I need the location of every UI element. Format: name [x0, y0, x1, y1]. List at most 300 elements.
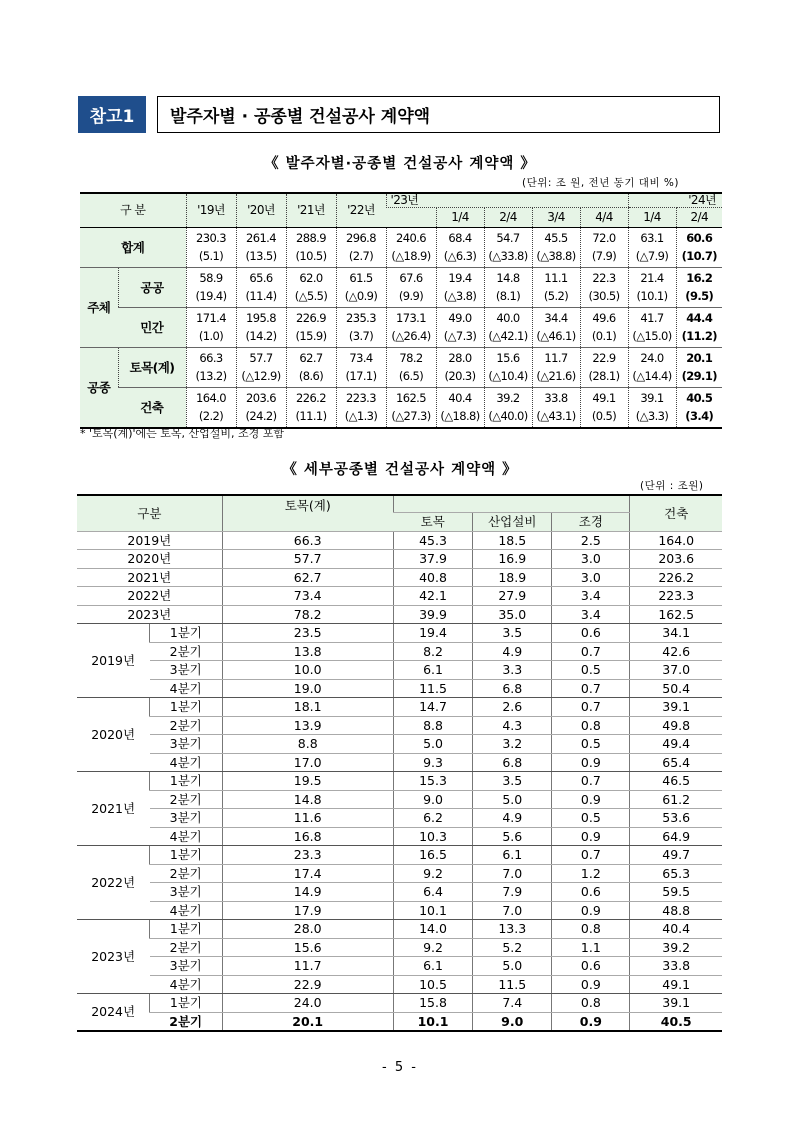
year-label: 2019년 — [77, 531, 222, 550]
value-cell: 7.0 — [473, 901, 552, 920]
value-cell — [676, 388, 722, 428]
header-cell: 3/4 — [532, 208, 580, 228]
value-cell — [676, 228, 722, 268]
change-percent: (11.4) — [245, 289, 277, 303]
value-cell — [628, 308, 676, 348]
quarter-label: 3분기 — [150, 735, 222, 754]
value-cell: 6.8 — [473, 753, 552, 772]
value-cell: 49.7 — [630, 846, 722, 865]
amount-value: 11.1 — [544, 271, 568, 285]
table2-quarter-row — [77, 1012, 722, 1031]
change-percent: (13.5) — [245, 249, 277, 263]
value-cell: 14.7 — [393, 698, 472, 717]
section-title: 발주자별 · 공종별 건설공사 계약액 — [157, 96, 720, 133]
value-cell: 3.4 — [552, 587, 630, 606]
amount-value: 68.4 — [448, 231, 472, 245]
row-label: 민간 — [118, 308, 186, 348]
amount-value: 73.4 — [349, 351, 373, 365]
value-cell: 3.3 — [473, 661, 552, 680]
value-cell — [186, 228, 236, 268]
header-cell: '23년 — [386, 193, 628, 208]
amount-value: 24.0 — [640, 351, 664, 365]
value-cell: 5.0 — [473, 957, 552, 976]
table2-quarter-row — [77, 772, 722, 791]
value-cell: 45.3 — [393, 531, 472, 550]
value-cell: 19.5 — [222, 772, 393, 791]
amount-value: 15.6 — [496, 351, 520, 365]
value-cell — [236, 228, 286, 268]
change-percent: (△26.4) — [391, 329, 431, 343]
table1-data-row — [80, 228, 722, 268]
quarter-label: 1분기 — [150, 624, 222, 643]
amount-value: 19.4 — [448, 271, 472, 285]
header-cell: 토목 — [393, 512, 472, 531]
amount-value: 49.1 — [592, 390, 616, 405]
value-cell: 2.5 — [552, 531, 630, 550]
quarter-label: 2분기 — [150, 938, 222, 957]
value-cell — [676, 268, 722, 308]
value-cell: 8.8 — [222, 735, 393, 754]
quarter-label: 1분기 — [150, 846, 222, 865]
year-label: 2023년 — [77, 920, 150, 994]
value-cell — [336, 228, 386, 268]
amount-value: 164.0 — [196, 390, 226, 405]
table2-quarter-row — [77, 827, 722, 846]
change-percent: (10.7) — [681, 249, 717, 263]
amount-value: 60.6 — [686, 231, 713, 245]
amount-value: 230.3 — [196, 231, 226, 245]
quarter-label: 1분기 — [150, 920, 222, 939]
value-cell: 20.1 — [222, 1012, 393, 1031]
amount-value: 54.7 — [496, 231, 520, 245]
value-cell: 0.9 — [552, 790, 630, 809]
value-cell: 48.8 — [630, 901, 722, 920]
change-percent: (△21.6) — [536, 369, 576, 383]
amount-value: 223.3 — [346, 390, 376, 405]
value-cell: 16.5 — [393, 846, 472, 865]
change-percent: (30.5) — [588, 289, 620, 303]
amount-value: 66.3 — [199, 351, 223, 365]
value-cell — [386, 228, 436, 268]
value-cell: 23.5 — [222, 624, 393, 643]
table1-data-row — [80, 388, 722, 428]
value-cell: 40.4 — [630, 920, 722, 939]
amount-value: 49.0 — [448, 311, 472, 325]
year-label: 2023년 — [77, 605, 222, 624]
quarter-label: 2분기 — [150, 1012, 222, 1031]
value-cell: 0.8 — [552, 716, 630, 735]
value-cell: 0.7 — [552, 846, 630, 865]
value-cell: 37.0 — [630, 661, 722, 680]
table2-quarter-row — [77, 809, 722, 828]
header-cell: 2/4 — [484, 208, 532, 228]
value-cell: 2.6 — [473, 698, 552, 717]
amount-value: 40.5 — [686, 390, 713, 405]
value-cell — [286, 308, 336, 348]
value-cell — [532, 268, 580, 308]
header-cell: 조경 — [552, 512, 630, 531]
value-cell: 22.9 — [222, 975, 393, 994]
value-cell: 6.1 — [473, 846, 552, 865]
table2-quarter-row — [77, 975, 722, 994]
quarter-label: 4분기 — [150, 753, 222, 772]
quarter-label: 4분기 — [150, 975, 222, 994]
value-cell: 66.3 — [222, 531, 393, 550]
value-cell: 1.2 — [552, 864, 630, 883]
value-cell — [676, 348, 722, 388]
quarter-label: 3분기 — [150, 809, 222, 828]
amount-value: 28.0 — [448, 351, 472, 365]
table2-quarter-row — [77, 624, 722, 643]
change-percent: (△7.9) — [635, 249, 669, 263]
value-cell — [186, 388, 236, 428]
header-cell: 4/4 — [580, 208, 628, 228]
change-percent: (2.2) — [198, 408, 224, 423]
header-cell — [393, 495, 630, 512]
value-cell — [236, 388, 286, 428]
change-percent: (△1.3) — [344, 408, 378, 423]
value-cell: 1.1 — [552, 938, 630, 957]
value-cell: 5.0 — [393, 735, 472, 754]
quarter-label: 2분기 — [150, 716, 222, 735]
amount-value: 65.6 — [249, 271, 273, 285]
row-label: 건축 — [118, 388, 186, 428]
value-cell: 9.2 — [393, 864, 472, 883]
value-cell: 3.0 — [552, 550, 630, 569]
change-percent: (29.1) — [681, 369, 717, 383]
value-cell: 57.7 — [222, 550, 393, 569]
value-cell: 15.8 — [393, 994, 472, 1013]
value-cell: 0.9 — [552, 753, 630, 772]
reference-tag: 참고1 — [78, 96, 146, 133]
change-percent: (5.2) — [543, 289, 569, 303]
change-percent: (11.2) — [681, 329, 717, 343]
value-cell: 226.2 — [630, 568, 722, 587]
amount-value: 235.3 — [346, 311, 376, 325]
amount-value: 62.7 — [299, 351, 323, 365]
change-percent: (7.9) — [591, 249, 617, 263]
change-percent: (2.7) — [348, 249, 374, 263]
value-cell: 6.1 — [393, 957, 472, 976]
value-cell: 6.8 — [473, 679, 552, 698]
value-cell: 15.3 — [393, 772, 472, 791]
change-percent: (△18.9) — [391, 249, 431, 263]
value-cell — [336, 388, 386, 428]
value-cell: 53.6 — [630, 809, 722, 828]
value-cell: 9.0 — [473, 1012, 552, 1031]
table2-annual-row — [77, 531, 722, 550]
value-cell — [580, 308, 628, 348]
value-cell: 0.9 — [552, 975, 630, 994]
value-cell: 10.1 — [393, 1012, 472, 1031]
value-cell: 162.5 — [630, 605, 722, 624]
value-cell: 73.4 — [222, 587, 393, 606]
amount-value: 240.6 — [396, 231, 426, 245]
change-percent: (20.3) — [444, 369, 476, 383]
value-cell — [484, 308, 532, 348]
value-cell: 11.7 — [222, 957, 393, 976]
value-cell: 4.9 — [473, 809, 552, 828]
change-percent: (11.1) — [295, 408, 327, 423]
header-cell: 산업설비 — [473, 512, 552, 531]
table2-quarter-row — [77, 901, 722, 920]
amount-value: 34.4 — [544, 311, 568, 325]
value-cell: 0.8 — [552, 920, 630, 939]
value-cell: 203.6 — [630, 550, 722, 569]
value-cell: 18.5 — [473, 531, 552, 550]
year-label: 2021년 — [77, 772, 150, 846]
table2-title: 《 세부공종별 건설공사 계약액 》 — [282, 462, 518, 478]
value-cell: 49.8 — [630, 716, 722, 735]
row-label: 공공 — [118, 268, 186, 308]
table1-unit: (단위: 조 원, 전년 동기 대비 %) — [522, 177, 680, 189]
quarter-label: 4분기 — [150, 827, 222, 846]
change-percent: (△6.3) — [443, 249, 477, 263]
value-cell: 49.4 — [630, 735, 722, 754]
value-cell: 8.2 — [393, 642, 472, 661]
amount-value: 11.7 — [544, 351, 568, 365]
amount-value: 20.1 — [686, 351, 713, 365]
value-cell — [186, 348, 236, 388]
amount-value: 173.1 — [396, 311, 426, 325]
value-cell: 17.4 — [222, 864, 393, 883]
value-cell: 15.6 — [222, 938, 393, 957]
value-cell: 11.6 — [222, 809, 393, 828]
value-cell — [436, 268, 484, 308]
table2-annual-row — [77, 587, 722, 606]
change-percent: (△10.4) — [488, 369, 528, 383]
value-cell — [580, 388, 628, 428]
amount-value: 57.7 — [249, 351, 273, 365]
value-cell: 33.8 — [630, 957, 722, 976]
table2-annual-row — [77, 568, 722, 587]
value-cell: 4.9 — [473, 642, 552, 661]
quarter-label: 1분기 — [150, 698, 222, 717]
value-cell — [484, 388, 532, 428]
group-label: 주체 — [80, 268, 118, 348]
value-cell: 4.3 — [473, 716, 552, 735]
table2-quarter-row — [77, 716, 722, 735]
table2-annual-row — [77, 550, 722, 569]
table2-quarter-row — [77, 642, 722, 661]
value-cell: 3.2 — [473, 735, 552, 754]
amount-value: 16.2 — [686, 271, 713, 285]
change-percent: (9.9) — [398, 289, 424, 303]
table2-quarter-row — [77, 735, 722, 754]
value-cell — [186, 308, 236, 348]
header-cell — [386, 208, 436, 228]
change-percent: (1.0) — [198, 329, 224, 343]
value-cell: 5.0 — [473, 790, 552, 809]
change-percent: (5.1) — [198, 249, 224, 263]
value-cell: 34.1 — [630, 624, 722, 643]
table2-quarter-row — [77, 679, 722, 698]
value-cell — [286, 388, 336, 428]
value-cell: 50.4 — [630, 679, 722, 698]
year-label: 2022년 — [77, 846, 150, 920]
change-percent: (17.1) — [345, 369, 377, 383]
change-percent: (0.1) — [591, 329, 617, 343]
value-cell: 0.6 — [552, 957, 630, 976]
change-percent: (14.2) — [245, 329, 277, 343]
value-cell: 0.5 — [552, 661, 630, 680]
value-cell: 61.2 — [630, 790, 722, 809]
table2-quarter-row — [77, 753, 722, 772]
amount-value: 62.0 — [299, 271, 323, 285]
header-cell: 1/4 — [436, 208, 484, 228]
table2-quarter-row — [77, 864, 722, 883]
change-percent: (8.6) — [298, 369, 324, 383]
value-cell — [386, 348, 436, 388]
section-header — [78, 96, 720, 133]
amount-value: 21.4 — [640, 271, 664, 285]
quarter-label: 3분기 — [150, 957, 222, 976]
value-cell — [336, 348, 386, 388]
amount-value: 44.4 — [686, 311, 713, 325]
value-cell: 0.5 — [552, 809, 630, 828]
amount-value: 61.5 — [349, 271, 373, 285]
table2-unit: (단위 : 조원) — [640, 480, 704, 492]
value-cell — [676, 308, 722, 348]
value-cell — [236, 308, 286, 348]
amount-value: 22.3 — [592, 271, 616, 285]
header-cell: '22년 — [336, 193, 386, 228]
amount-value: 41.7 — [640, 311, 664, 325]
quarter-label: 1분기 — [150, 772, 222, 791]
value-cell: 17.0 — [222, 753, 393, 772]
table2-quarter-row — [77, 957, 722, 976]
value-cell: 24.0 — [222, 994, 393, 1013]
amount-value: 171.4 — [196, 311, 226, 325]
amount-value: 22.9 — [592, 351, 616, 365]
value-cell: 7.4 — [473, 994, 552, 1013]
change-percent: (△38.8) — [536, 249, 576, 263]
table2-header-row — [77, 495, 722, 512]
value-cell — [386, 268, 436, 308]
value-cell — [386, 308, 436, 348]
value-cell: 64.9 — [630, 827, 722, 846]
value-cell: 62.7 — [222, 568, 393, 587]
value-cell: 6.1 — [393, 661, 472, 680]
value-cell: 9.0 — [393, 790, 472, 809]
table2-annual-row — [77, 605, 722, 624]
table2-quarter-row — [77, 790, 722, 809]
change-percent: (△15.0) — [632, 329, 672, 343]
year-label: 2020년 — [77, 698, 150, 772]
value-cell: 3.0 — [552, 568, 630, 587]
change-percent: (10.1) — [636, 289, 668, 303]
quarter-label: 2분기 — [150, 790, 222, 809]
amount-value: 261.4 — [246, 231, 276, 245]
amount-value: 78.2 — [399, 351, 423, 365]
value-cell — [436, 308, 484, 348]
value-cell: 3.4 — [552, 605, 630, 624]
header-cell: 구 분 — [80, 193, 186, 228]
table-contract-by-owner — [80, 192, 722, 429]
value-cell: 39.1 — [630, 698, 722, 717]
quarter-label: 2분기 — [150, 864, 222, 883]
value-cell: 223.3 — [630, 587, 722, 606]
amount-value: 226.2 — [296, 390, 326, 405]
amount-value: 195.8 — [246, 311, 276, 325]
value-cell — [532, 388, 580, 428]
amount-value: 63.1 — [640, 231, 664, 245]
value-cell: 0.7 — [552, 642, 630, 661]
value-cell: 14.0 — [393, 920, 472, 939]
value-cell: 19.4 — [393, 624, 472, 643]
value-cell: 3.5 — [473, 624, 552, 643]
value-cell — [286, 268, 336, 308]
amount-value: 288.9 — [296, 231, 326, 245]
value-cell: 13.3 — [473, 920, 552, 939]
change-percent: (△46.1) — [536, 329, 576, 343]
value-cell — [236, 268, 286, 308]
change-percent: (△5.5) — [294, 289, 328, 303]
year-label: 2021년 — [77, 568, 222, 587]
change-percent: (3.4) — [685, 408, 714, 423]
value-cell — [628, 268, 676, 308]
value-cell: 35.0 — [473, 605, 552, 624]
change-percent: (3.7) — [348, 329, 374, 343]
value-cell: 7.0 — [473, 864, 552, 883]
value-cell: 0.9 — [552, 901, 630, 920]
value-cell: 164.0 — [630, 531, 722, 550]
value-cell: 37.9 — [393, 550, 472, 569]
value-cell: 5.2 — [473, 938, 552, 957]
value-cell — [532, 228, 580, 268]
table2-quarter-row — [77, 698, 722, 717]
value-cell: 19.0 — [222, 679, 393, 698]
value-cell: 17.9 — [222, 901, 393, 920]
row-label: 토목(계) — [118, 348, 186, 388]
change-percent: (△14.4) — [632, 369, 672, 383]
table-contract-by-subtype — [77, 494, 722, 1032]
value-cell: 40.8 — [393, 568, 472, 587]
amount-value: 58.9 — [199, 271, 223, 285]
header-cell: '20년 — [236, 193, 286, 228]
group-label: 공종 — [80, 348, 118, 428]
page-number: - 5 - — [382, 1060, 418, 1075]
value-cell: 0.9 — [552, 1012, 630, 1031]
table2-quarter-row — [77, 938, 722, 957]
value-cell: 11.5 — [393, 679, 472, 698]
table2-quarter-row — [77, 883, 722, 902]
change-percent: (10.5) — [295, 249, 327, 263]
table2-quarter-row — [77, 661, 722, 680]
value-cell — [386, 388, 436, 428]
table1-data-row — [80, 268, 722, 308]
value-cell: 39.2 — [630, 938, 722, 957]
value-cell: 0.9 — [552, 827, 630, 846]
amount-value: 40.4 — [448, 390, 472, 405]
amount-value: 67.6 — [399, 271, 423, 285]
header-cell: '21년 — [286, 193, 336, 228]
value-cell — [580, 348, 628, 388]
table2-quarter-row — [77, 846, 722, 865]
change-percent: (△43.1) — [536, 408, 576, 423]
value-cell — [436, 348, 484, 388]
value-cell — [628, 388, 676, 428]
value-cell: 65.3 — [630, 864, 722, 883]
table1-footnote: * '토목(계)'에는 토목, 산업설비, 조경 포함 — [80, 427, 284, 440]
amount-value: 39.1 — [640, 390, 664, 405]
value-cell: 59.5 — [630, 883, 722, 902]
change-percent: (△18.8) — [440, 408, 480, 423]
value-cell: 0.6 — [552, 883, 630, 902]
value-cell: 49.1 — [630, 975, 722, 994]
amount-value: 203.6 — [246, 390, 276, 405]
value-cell: 39.1 — [630, 994, 722, 1013]
